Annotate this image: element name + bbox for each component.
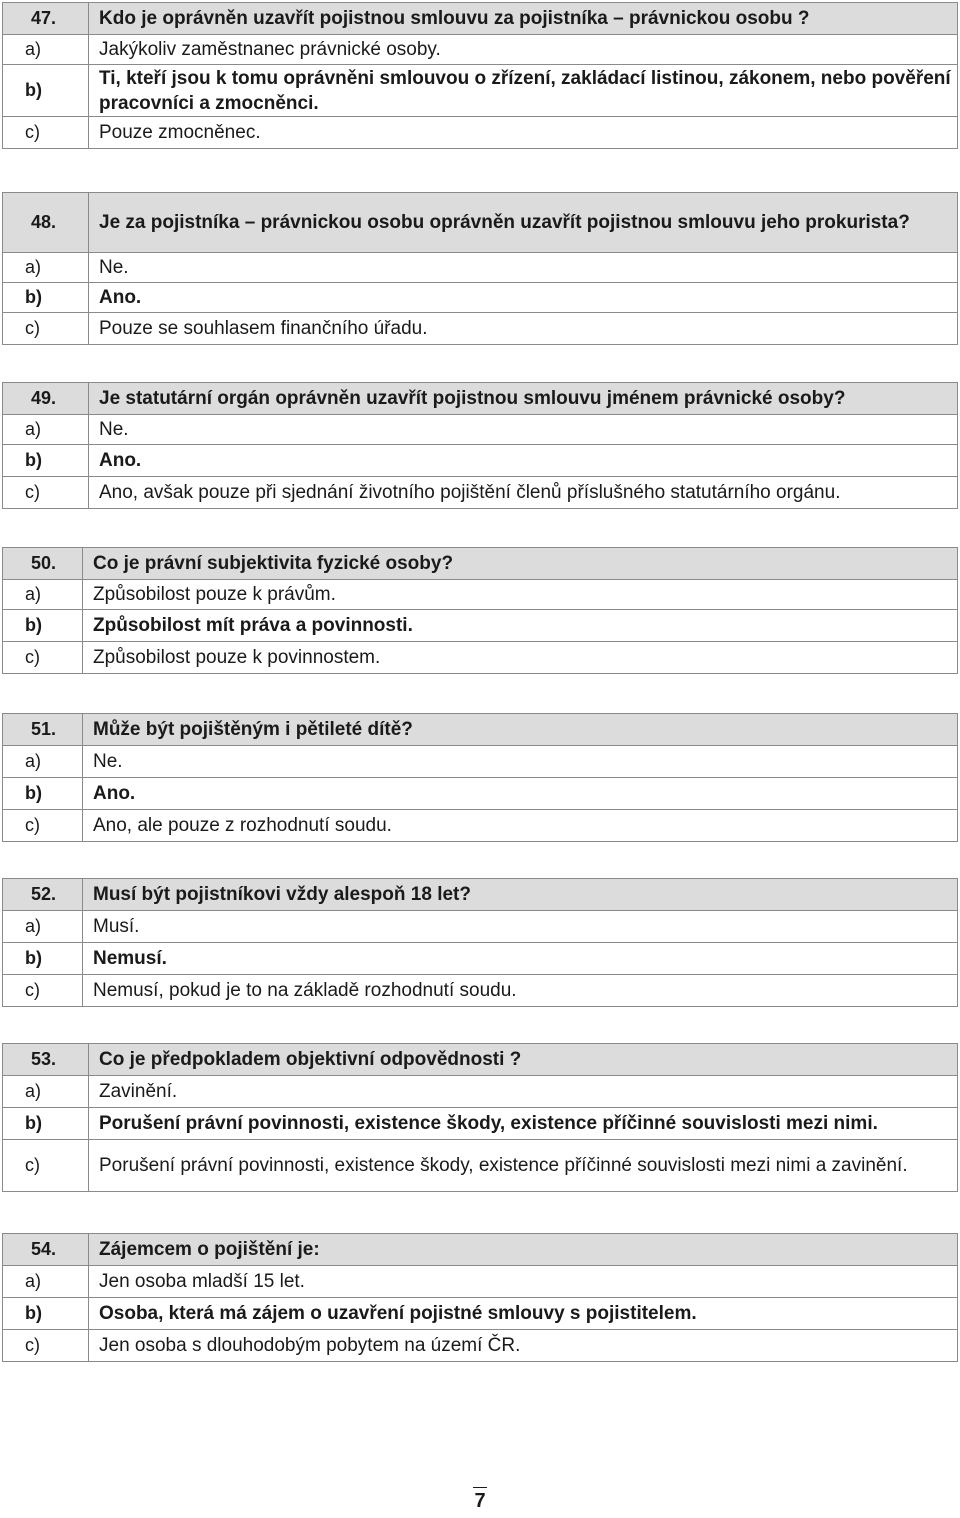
question-number: 48. xyxy=(3,193,89,253)
answer-row xyxy=(3,65,958,117)
question-text: Musí být pojistníkovi vždy alespoň 18 let? xyxy=(83,879,958,911)
question-block xyxy=(2,1043,958,1192)
answer-text: Pouze se souhlasem finančního úřadu. xyxy=(89,313,958,345)
question-text: Je statutární orgán oprávněn uzavřít pojistnou smlouvu jménem právnické osoby? xyxy=(89,383,958,415)
answer-row xyxy=(3,117,958,149)
answer-label: a) xyxy=(3,1076,89,1108)
answer-label: b) xyxy=(3,65,89,117)
question-row xyxy=(3,3,958,35)
answer-row xyxy=(3,580,958,610)
question-block xyxy=(2,382,958,509)
answer-row xyxy=(3,746,958,778)
answer-label: a) xyxy=(3,253,89,283)
answer-text: Ano. xyxy=(89,283,958,313)
question-row xyxy=(3,193,958,253)
answer-label: c) xyxy=(3,1330,89,1362)
answer-text: Pouze zmocněnec. xyxy=(89,117,958,149)
question-text: Co je právní subjektivita fyzické osoby? xyxy=(83,548,958,580)
answer-label: a) xyxy=(3,580,83,610)
answer-label: b) xyxy=(3,445,89,477)
answer-label: c) xyxy=(3,313,89,345)
answer-text: Ano. xyxy=(83,778,958,810)
answer-label: b) xyxy=(3,283,89,313)
question-row xyxy=(3,548,958,580)
answer-text: Způsobilost pouze k povinnostem. xyxy=(83,642,958,674)
answer-row xyxy=(3,1266,958,1298)
answer-label: a) xyxy=(3,415,89,445)
question-number: 54. xyxy=(3,1234,89,1266)
answer-row xyxy=(3,253,958,283)
question-block xyxy=(2,713,958,842)
answer-text: Nemusí, pokud je to na základě rozhodnutí soudu. xyxy=(83,975,958,1007)
answer-text: Ano, ale pouze z rozhodnutí soudu. xyxy=(83,810,958,842)
answer-row xyxy=(3,477,958,509)
question-number: 53. xyxy=(3,1044,89,1076)
question-block xyxy=(2,192,958,345)
question-text: Kdo je oprávněn uzavřít pojistnou smlouvu za pojistníka – právnickou osobu ? xyxy=(89,3,958,35)
answer-row xyxy=(3,283,958,313)
answer-text: Jen osoba s dlouhodobým pobytem na území ČR. xyxy=(89,1330,958,1362)
answer-text: Ne. xyxy=(83,746,958,778)
answer-text: Ano, avšak pouze při sjednání životního pojištění členů příslušného statutárního orgánu. xyxy=(89,477,958,509)
question-block xyxy=(2,878,958,1007)
answer-text: Porušení právní povinnosti, existence škody, existence příčinné souvislosti mezi nimi a zavinění. xyxy=(89,1140,958,1192)
answer-label: b) xyxy=(3,1108,89,1140)
question-number: 49. xyxy=(3,383,89,415)
question-row xyxy=(3,383,958,415)
answer-row xyxy=(3,975,958,1007)
answer-label: a) xyxy=(3,1266,89,1298)
answer-row xyxy=(3,610,958,642)
answer-text: Ne. xyxy=(89,415,958,445)
answer-label: a) xyxy=(3,35,89,65)
answer-row xyxy=(3,1330,958,1362)
answer-label: b) xyxy=(3,610,83,642)
question-number: 50. xyxy=(3,548,83,580)
answer-label: c) xyxy=(3,477,89,509)
question-row xyxy=(3,1044,958,1076)
answer-text: Porušení právní povinnosti, existence škody, existence příčinné souvislosti mezi nimi. xyxy=(89,1108,958,1140)
answer-text: Způsobilost mít práva a povinnosti. xyxy=(83,610,958,642)
answer-row xyxy=(3,35,958,65)
answer-text: Musí. xyxy=(83,911,958,943)
page-number: 7 xyxy=(470,1490,490,1513)
answer-label: b) xyxy=(3,1298,89,1330)
question-block xyxy=(2,2,958,149)
question-row xyxy=(3,879,958,911)
answer-row xyxy=(3,415,958,445)
question-number: 51. xyxy=(3,714,83,746)
answer-row xyxy=(3,1108,958,1140)
question-block xyxy=(2,1233,958,1362)
answer-label: a) xyxy=(3,911,83,943)
answer-label: c) xyxy=(3,810,83,842)
answer-row xyxy=(3,445,958,477)
answer-label: b) xyxy=(3,943,83,975)
answer-row xyxy=(3,642,958,674)
question-row xyxy=(3,714,958,746)
answer-text: Jakýkoliv zaměstnanec právnické osoby. xyxy=(89,35,958,65)
answer-row xyxy=(3,313,958,345)
answer-text: Jen osoba mladší 15 let. xyxy=(89,1266,958,1298)
answer-text: Zavinění. xyxy=(89,1076,958,1108)
answer-text: Způsobilost pouze k právům. xyxy=(83,580,958,610)
question-text: Co je předpokladem objektivní odpovědnosti ? xyxy=(89,1044,958,1076)
answer-text: Ne. xyxy=(89,253,958,283)
answer-label: c) xyxy=(3,1140,89,1192)
answer-text: Ano. xyxy=(89,445,958,477)
question-text: Může být pojištěným i pětileté dítě? xyxy=(83,714,958,746)
answer-row xyxy=(3,943,958,975)
answer-row xyxy=(3,1140,958,1192)
question-text: Zájemcem o pojištění je: xyxy=(89,1234,958,1266)
question-number: 47. xyxy=(3,3,89,35)
answer-row xyxy=(3,810,958,842)
answer-label: c) xyxy=(3,642,83,674)
answer-row xyxy=(3,1298,958,1330)
answer-row xyxy=(3,1076,958,1108)
answer-text: Nemusí. xyxy=(83,943,958,975)
answer-label: c) xyxy=(3,975,83,1007)
question-block xyxy=(2,547,958,674)
answer-row xyxy=(3,778,958,810)
answer-row xyxy=(3,911,958,943)
answer-label: b) xyxy=(3,778,83,810)
question-text: Je za pojistníka – právnickou osobu oprávněn uzavřít pojistnou smlouvu jeho prokurista? xyxy=(89,193,958,253)
question-number: 52. xyxy=(3,879,83,911)
answer-label: a) xyxy=(3,746,83,778)
question-row xyxy=(3,1234,958,1266)
answer-text: Osoba, která má zájem o uzavření pojistné smlouvy s pojistitelem. xyxy=(89,1298,958,1330)
answer-label: c) xyxy=(3,117,89,149)
answer-text: Ti, kteří jsou k tomu oprávněni smlouvou o zřízení, zakládací listinou, zákonem, nebo pověření pracovníci a zmocněnci. xyxy=(89,65,958,117)
